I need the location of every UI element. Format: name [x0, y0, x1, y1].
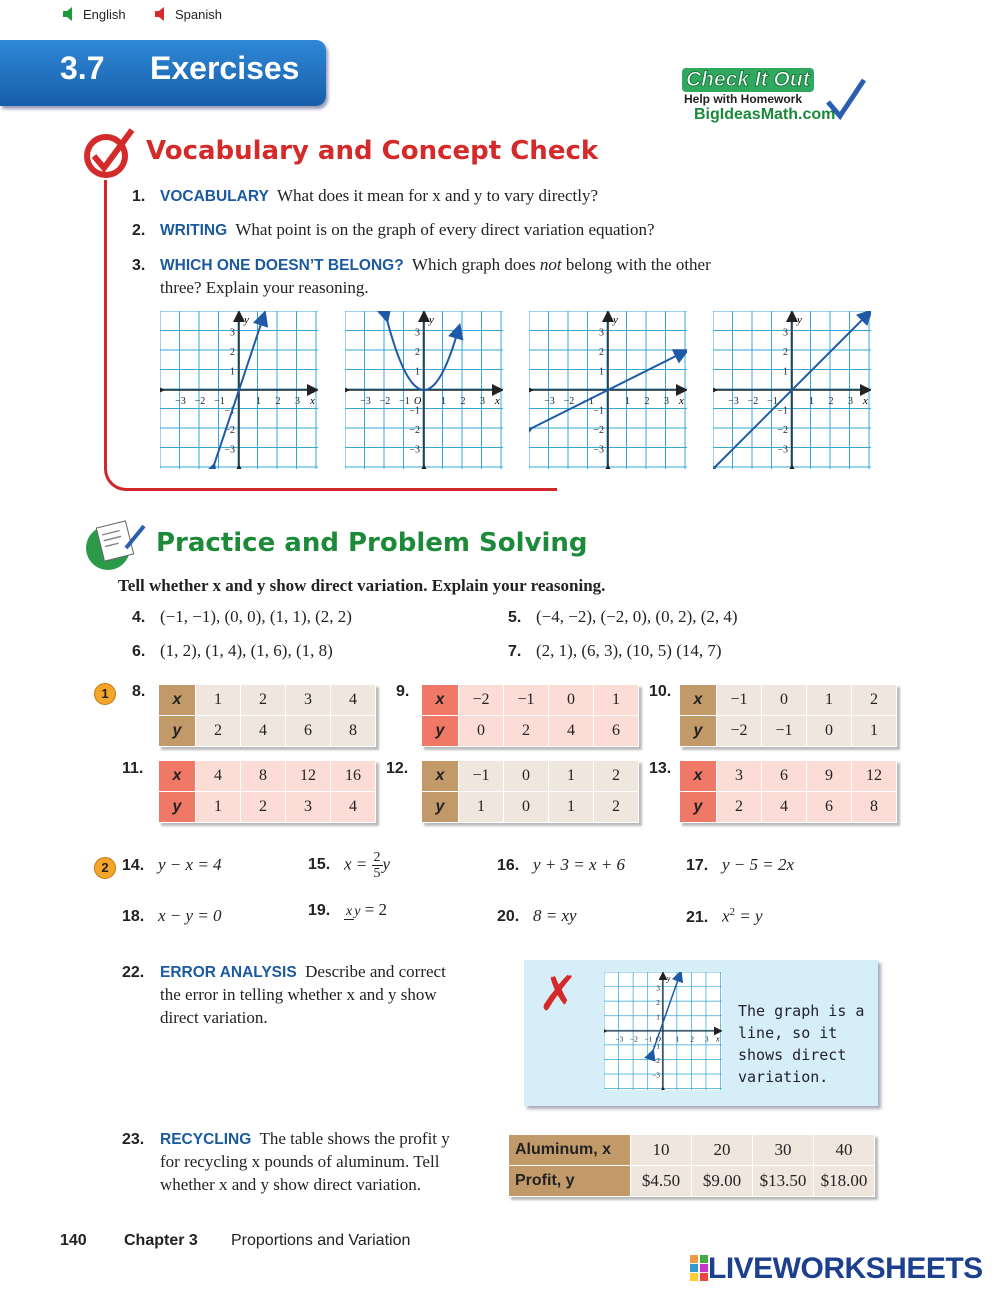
exercise-19: 19. x y = 2	[308, 900, 388, 919]
table-13: x 3 6 9 12 y 2 4 6 8	[679, 760, 897, 823]
exercise-16: 16. y + 3 = x + 6	[497, 855, 626, 874]
x-tick-label: −2	[563, 396, 575, 407]
y-tick-label: 1	[415, 366, 420, 378]
x-tick-label: −2	[379, 396, 391, 407]
y-tick-label: 1	[783, 366, 788, 378]
english-label: English	[83, 6, 126, 22]
graph-c[interactable]	[529, 311, 687, 469]
exercise-12-number: 12.	[386, 760, 409, 777]
exercise-11-number: 11.	[122, 760, 144, 777]
table-9: x −2 −1 0 1 y 0 2 4 6	[421, 684, 639, 747]
exercise-9-number: 9.	[396, 683, 410, 700]
y-axis-label: y	[666, 973, 671, 983]
y-tick-label: −1	[777, 405, 788, 417]
x-tick-label: −1	[583, 396, 594, 407]
error-graph	[604, 972, 722, 1090]
y-axis-label: y	[244, 314, 249, 326]
table-8: x 1 2 3 4 y 2 4 6 8	[158, 684, 376, 747]
error-x-icon: ✗	[538, 966, 579, 1022]
x-tick-label: −3	[544, 396, 555, 407]
x-tick-label: −2	[629, 1034, 638, 1044]
x-tick-label: −2	[747, 396, 759, 407]
exercise-14: 14. y − x = 4	[122, 855, 222, 874]
y-tick-label: 3	[415, 327, 420, 339]
y-tick-label: −3	[224, 444, 235, 456]
vocab-heading: Vocabulary and Concept Check	[146, 136, 599, 166]
x-tick-label: 3	[480, 396, 485, 407]
origin-label: O	[655, 1034, 661, 1044]
x-tick-label: −1	[644, 1034, 653, 1044]
y-tick-label: −2	[224, 425, 235, 436]
x-axis-label: x	[716, 1034, 720, 1044]
x-tick-label: −1	[214, 396, 225, 407]
y-tick-label: −1	[652, 1041, 661, 1051]
y-tick-label: −2	[593, 425, 604, 436]
y-axis-label: y	[797, 314, 802, 326]
y-tick-label: 2	[656, 997, 661, 1007]
origin-label: O	[414, 396, 422, 407]
table-11: x 4 8 12 16 y 1 2 3 4	[158, 760, 376, 823]
check-it-out-site: BigIdeasMath.com	[694, 106, 836, 123]
y-tick-label: 3	[230, 327, 235, 339]
exercise-20: 20. 8 = xy	[497, 906, 577, 925]
y-axis-label: y	[429, 314, 434, 326]
graph-a[interactable]	[160, 311, 318, 469]
check-it-out-title: Check It Out	[682, 68, 814, 92]
x-tick-label: 1	[809, 396, 814, 407]
graph-b[interactable]	[345, 311, 503, 469]
x-axis-label: x	[679, 395, 684, 407]
error-note: The graph is a line, so it shows direct variation.	[738, 1002, 865, 1086]
x-tick-label: 1	[625, 396, 630, 407]
exercise-1: 1. VOCABULARY What does it mean for x and y to vary directly?	[132, 186, 598, 205]
y-tick-label: −1	[409, 405, 420, 417]
section-banner	[0, 40, 326, 106]
x-tick-label: 3	[704, 1034, 709, 1044]
x-tick-label: −3	[360, 396, 371, 407]
x-tick-label: 2	[690, 1034, 694, 1044]
exercise-5: 5. (−4, −2), (−2, 0), (0, 2), (2, 4)	[508, 607, 738, 626]
spanish-audio-button[interactable]	[154, 6, 222, 22]
x-tick-label: 2	[460, 396, 466, 407]
check-it-out-logo	[672, 64, 882, 130]
exercise-22: 22. ERROR ANALYSIS Describe and correct the error in telling whether x and y show direct variation.	[122, 962, 446, 1027]
speaker-icon	[154, 6, 170, 22]
x-tick-label: 1	[441, 396, 446, 407]
exercise-23: 23. RECYCLING The table shows the profit y for recycling x pounds of aluminum. Tell whether x and y show direct variation.	[122, 1129, 450, 1194]
section-number: 3.7	[60, 50, 105, 86]
x-tick-label: 1	[675, 1034, 680, 1044]
spanish-label: Spanish	[175, 6, 222, 22]
x-tick-label: −2	[194, 396, 206, 407]
y-tick-label: −1	[593, 405, 604, 417]
y-tick-label: 2	[783, 347, 788, 358]
x-tick-label: 3	[295, 396, 300, 407]
x-axis-label: x	[863, 395, 868, 407]
y-tick-label: 1	[656, 1012, 661, 1022]
graph-d[interactable]	[713, 311, 871, 469]
speaker-icon	[62, 6, 78, 22]
practice-heading: Practice and Problem Solving	[156, 528, 588, 558]
x-tick-label: 2	[828, 396, 834, 407]
x-tick-label: −3	[615, 1034, 624, 1044]
x-tick-label: 2	[275, 396, 281, 407]
y-tick-label: 1	[599, 366, 604, 378]
x-tick-label: −3	[175, 396, 186, 407]
y-tick-label: 1	[230, 366, 235, 378]
x-tick-label: −3	[728, 396, 739, 407]
x-tick-label: 1	[256, 396, 261, 407]
y-tick-label: 3	[783, 327, 788, 339]
y-tick-label: −2	[409, 425, 420, 436]
exercise-7: 7. (2, 1), (6, 3), (10, 5) (14, 7)	[508, 641, 722, 660]
exercise-13-number: 13.	[649, 760, 672, 777]
chapter-label: Chapter 3	[124, 1232, 198, 1249]
exercise-18: 18. x − y = 0	[122, 906, 222, 925]
exercise-3: 3. WHICH ONE DOESN’T BELONG? Which graph does not belong with the other three? Explain your reasoning.	[132, 255, 711, 297]
x-tick-label: −1	[767, 396, 778, 407]
english-audio-button[interactable]	[62, 6, 126, 22]
x-tick-label: −1	[399, 396, 410, 407]
x-axis-label: x	[310, 395, 315, 407]
example-badge-1: 1	[94, 683, 116, 705]
y-tick-label: −3	[652, 1070, 661, 1080]
example-badge-2: 2	[94, 857, 116, 879]
section-title: Exercises	[150, 50, 300, 86]
notepad-icon	[82, 518, 148, 572]
y-tick-label: −1	[224, 405, 235, 417]
x-tick-label: 2	[644, 396, 650, 407]
x-axis-label: x	[495, 395, 500, 407]
table-12: x −1 0 1 2 y 1 0 1 2	[421, 760, 639, 823]
y-tick-label: 3	[599, 327, 604, 339]
checkmark-icon	[822, 76, 868, 122]
exercise-8-number: 8.	[132, 683, 146, 700]
y-tick-label: 3	[656, 983, 661, 993]
check-badge-icon	[82, 124, 138, 180]
y-tick-label: 2	[599, 347, 604, 358]
y-tick-label: −2	[777, 425, 788, 436]
exercise-6: 6. (1, 2), (1, 4), (1, 6), (1, 8)	[132, 641, 333, 660]
x-tick-label: 3	[664, 396, 669, 407]
error-analysis-box	[524, 960, 878, 1106]
practice-instruction: Tell whether x and y show direct variation. Explain your reasoning.	[118, 576, 606, 595]
y-tick-label: −2	[652, 1056, 661, 1066]
y-tick-label: 2	[415, 347, 420, 358]
y-tick-label: −3	[593, 444, 604, 456]
x-tick-label: 3	[848, 396, 853, 407]
exercise-4: 4. (−1, −1), (0, 0), (1, 1), (2, 2)	[132, 607, 352, 626]
y-axis-label: y	[613, 314, 618, 326]
table-10: x −1 0 1 2 y −2 −1 0 1	[679, 684, 897, 747]
liveworksheets-logo: LIVEWORKSHEETS	[690, 1252, 983, 1286]
exercise-15: 15. x = $\frac{2}{5}$ y	[308, 850, 391, 881]
recycling-table: Aluminum, x 10 20 30 40 Profit, y $4.50 $9.00 $13.50 $18.00	[508, 1134, 875, 1197]
logo-blocks-icon	[690, 1255, 708, 1281]
y-tick-label: −3	[409, 444, 420, 456]
chapter-title: Proportions and Variation	[231, 1232, 411, 1249]
exercise-21: 21. $x^2 = y$	[686, 906, 763, 926]
page-number: 140	[60, 1232, 87, 1249]
exercise-17: 17. y − 5 = 2x	[686, 855, 795, 874]
exercise-10-number: 10.	[649, 683, 672, 700]
exercise-2: 2. WRITING What point is on the graph of every direct variation equation?	[132, 220, 655, 239]
y-tick-label: 2	[230, 347, 235, 358]
check-it-out-subtitle: Help with Homework	[684, 92, 803, 106]
y-tick-label: −3	[777, 444, 788, 456]
